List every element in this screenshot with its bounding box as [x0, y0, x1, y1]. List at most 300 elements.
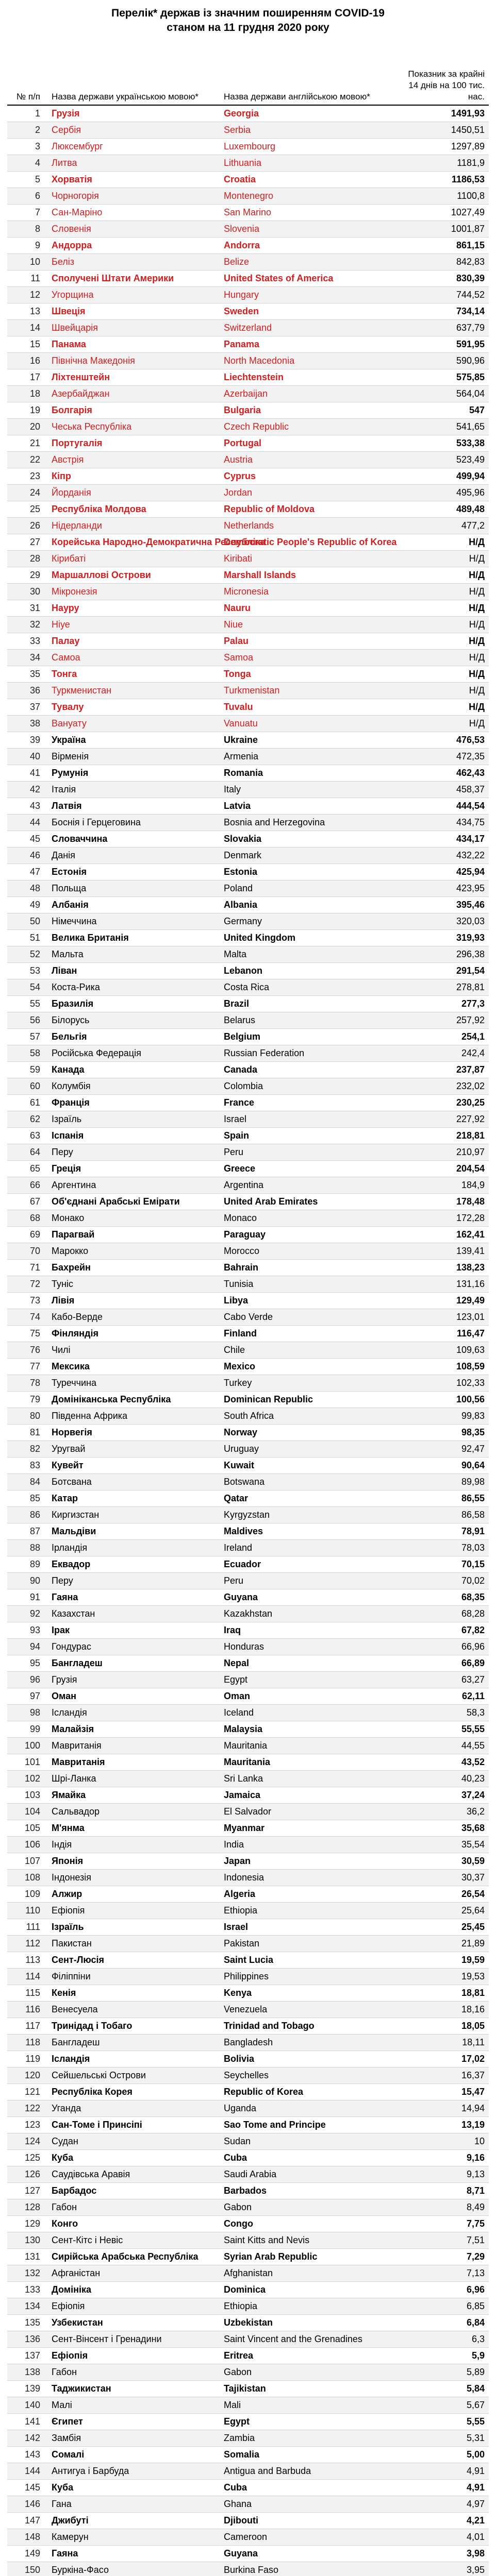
row-number: 14: [7, 320, 47, 336]
country-name-ukrainian: Тонга: [47, 666, 220, 683]
row-number: 121: [7, 2084, 47, 2100]
country-name-english: Croatia: [220, 172, 396, 188]
table-row: [7, 2035, 489, 2051]
country-name-english: Eritrea: [220, 2348, 396, 2364]
incidence-value: 590,96: [396, 353, 489, 369]
row-number: 90: [7, 1573, 47, 1589]
country-name-english: Palau: [220, 633, 396, 650]
incidence-value: 13,19: [396, 2117, 489, 2133]
table-row: [7, 1820, 489, 1837]
table-row: [7, 402, 489, 419]
table-row: [7, 782, 489, 798]
country-name-english: Micronesia: [220, 584, 396, 600]
table-row: [7, 1688, 489, 1705]
country-name-english: Malaysia: [220, 1721, 396, 1738]
incidence-value: 90,64: [396, 1458, 489, 1474]
row-number: 111: [7, 1919, 47, 1936]
country-name-ukrainian: Сент-Вінсент і Гренадини: [47, 2331, 220, 2348]
incidence-value: 218,81: [396, 1128, 489, 1144]
incidence-value: 25,45: [396, 1919, 489, 1936]
row-number: 53: [7, 963, 47, 979]
country-name-english: Antigua and Barbuda: [220, 2463, 396, 2480]
country-name-english: Nauru: [220, 600, 396, 617]
incidence-value: 26,54: [396, 1886, 489, 1903]
table-row: [7, 2183, 489, 2199]
country-name-english: Mauritania: [220, 1754, 396, 1771]
table-row: [7, 320, 489, 336]
table-row: [7, 716, 489, 732]
country-name-ukrainian: Сполучені Штати Америки: [47, 270, 220, 287]
row-number: 31: [7, 600, 47, 617]
row-number: 140: [7, 2397, 47, 2414]
country-name-ukrainian: Замбія: [47, 2430, 220, 2447]
country-name-english: Republic of Moldova: [220, 501, 396, 518]
country-name-english: Ireland: [220, 1540, 396, 1556]
row-number: 57: [7, 1029, 47, 1045]
incidence-value: 210,97: [396, 1144, 489, 1161]
row-number: 141: [7, 2414, 47, 2430]
incidence-value: Н/Д: [396, 699, 489, 716]
table-row: [7, 633, 489, 650]
table-row: [7, 2397, 489, 2414]
table-row: [7, 1639, 489, 1655]
row-number: 123: [7, 2117, 47, 2133]
country-name-english: Algeria: [220, 1886, 396, 1903]
table-row: [7, 1194, 489, 1210]
country-name-ukrainian: Тринідад і Тобаго: [47, 2018, 220, 2035]
table-row: [7, 1177, 489, 1194]
country-name-english: Uzbekistan: [220, 2315, 396, 2331]
country-name-ukrainian: Еквадор: [47, 1556, 220, 1573]
table-row: [7, 1111, 489, 1128]
incidence-value: 16,37: [396, 2067, 489, 2084]
incidence-value: 1001,87: [396, 221, 489, 238]
country-name-ukrainian: Грузія: [47, 1672, 220, 1688]
country-name-ukrainian: Таджикистан: [47, 2381, 220, 2397]
row-number: 27: [7, 534, 47, 551]
table-row: [7, 1919, 489, 1936]
country-name-english: Slovakia: [220, 831, 396, 848]
row-number: 49: [7, 897, 47, 913]
country-name-ukrainian: Казахстан: [47, 1606, 220, 1622]
country-name-ukrainian: Куба: [47, 2150, 220, 2166]
incidence-value: 495,96: [396, 485, 489, 501]
incidence-value: 232,02: [396, 1078, 489, 1095]
table-row: [7, 1606, 489, 1622]
incidence-value: 8,71: [396, 2183, 489, 2199]
country-name-english: Uganda: [220, 2100, 396, 2117]
table-row: [7, 749, 489, 765]
table-row: [7, 1029, 489, 1045]
country-name-ukrainian: Ірландія: [47, 1540, 220, 1556]
row-number: 9: [7, 238, 47, 254]
incidence-value: 62,11: [396, 1688, 489, 1705]
table-row: [7, 1161, 489, 1177]
country-name-english: North Macedonia: [220, 353, 396, 369]
country-name-ukrainian: Ліван: [47, 963, 220, 979]
country-name-ukrainian: Сент-Кітс і Невіс: [47, 2232, 220, 2249]
incidence-value: 43,52: [396, 1754, 489, 1771]
incidence-value: 575,85: [396, 369, 489, 386]
row-number: 137: [7, 2348, 47, 2364]
table-row: [7, 2051, 489, 2067]
country-name-ukrainian: Науру: [47, 600, 220, 617]
row-number: 97: [7, 1688, 47, 1705]
row-number: 32: [7, 617, 47, 633]
incidence-value: 4,21: [396, 2513, 489, 2529]
row-number: 69: [7, 1227, 47, 1243]
incidence-value: 458,37: [396, 782, 489, 798]
incidence-value: 4,97: [396, 2496, 489, 2513]
country-name-english: Montenegro: [220, 188, 396, 205]
table-row: [7, 386, 489, 402]
row-number: 138: [7, 2364, 47, 2381]
incidence-value: 591,95: [396, 336, 489, 353]
incidence-value: 3,98: [396, 2546, 489, 2562]
table-row: [7, 2232, 489, 2249]
country-name-english: Ghana: [220, 2496, 396, 2513]
country-name-ukrainian: Туркменистан: [47, 683, 220, 699]
country-name-english: Ecuador: [220, 1556, 396, 1573]
table-row: [7, 2447, 489, 2463]
table-row: [7, 1128, 489, 1144]
country-name-english: Ethiopia: [220, 2298, 396, 2315]
country-name-english: Niue: [220, 617, 396, 633]
country-name-english: Georgia: [220, 105, 396, 122]
incidence-value: 744,52: [396, 287, 489, 303]
country-name-ukrainian: Ізраїль: [47, 1111, 220, 1128]
row-number: 63: [7, 1128, 47, 1144]
row-number: 50: [7, 913, 47, 930]
row-number: 150: [7, 2562, 47, 2576]
table-row: [7, 1556, 489, 1573]
row-number: 147: [7, 2513, 47, 2529]
country-name-english: Turkmenistan: [220, 683, 396, 699]
country-name-english: Israel: [220, 1111, 396, 1128]
country-name-ukrainian: Шрі-Ланка: [47, 1771, 220, 1787]
country-name-ukrainian: Бангладеш: [47, 1655, 220, 1672]
table-row: [7, 617, 489, 633]
incidence-value: 10: [396, 2133, 489, 2150]
table-row: [7, 2002, 489, 2018]
row-number: 52: [7, 946, 47, 963]
incidence-value: 462,43: [396, 765, 489, 782]
country-name-english: Kyrgyzstan: [220, 1507, 396, 1523]
incidence-value: 138,23: [396, 1260, 489, 1276]
incidence-value: 476,53: [396, 732, 489, 749]
incidence-value: 19,53: [396, 1969, 489, 1985]
row-number: 115: [7, 1985, 47, 2002]
incidence-value: 6,96: [396, 2282, 489, 2298]
table-row: [7, 1062, 489, 1078]
country-name-english: Djibouti: [220, 2513, 396, 2529]
table-row: [7, 139, 489, 155]
row-number: 98: [7, 1705, 47, 1721]
country-name-ukrainian: Узбекистан: [47, 2315, 220, 2331]
row-number: 68: [7, 1210, 47, 1227]
country-name-english: El Salvador: [220, 1804, 396, 1820]
incidence-value: 55,55: [396, 1721, 489, 1738]
country-name-ukrainian: Ніуе: [47, 617, 220, 633]
table-row: [7, 369, 489, 386]
country-name-ukrainian: Джибуті: [47, 2513, 220, 2529]
incidence-value: 66,96: [396, 1639, 489, 1655]
country-name-ukrainian: Барбадос: [47, 2183, 220, 2199]
incidence-value: 1297,89: [396, 139, 489, 155]
country-name-english: Syrian Arab Republic: [220, 2249, 396, 2265]
table-row: [7, 452, 489, 468]
table-row: [7, 2463, 489, 2480]
country-name-english: Cyprus: [220, 468, 396, 485]
country-name-english: United Arab Emirates: [220, 1194, 396, 1210]
table-row: [7, 1342, 489, 1359]
row-number: 74: [7, 1309, 47, 1326]
country-name-ukrainian: Індія: [47, 1837, 220, 1853]
incidence-value: 6,3: [396, 2331, 489, 2348]
country-name-ukrainian: Філіппіни: [47, 1969, 220, 1985]
country-name-ukrainian: Туніс: [47, 1276, 220, 1293]
incidence-value: 35,68: [396, 1820, 489, 1837]
table-row: [7, 1326, 489, 1342]
country-name-ukrainian: Коста-Рика: [47, 979, 220, 996]
country-name-ukrainian: Антигуа і Барбуда: [47, 2463, 220, 2480]
country-name-ukrainian: Малі: [47, 2397, 220, 2414]
row-number: 101: [7, 1754, 47, 1771]
country-name-english: Brazil: [220, 996, 396, 1012]
row-number: 110: [7, 1903, 47, 1919]
country-name-ukrainian: Ефіопія: [47, 1903, 220, 1919]
incidence-value: 1181,9: [396, 155, 489, 172]
incidence-value: 25,64: [396, 1903, 489, 1919]
table-row: [7, 1425, 489, 1441]
country-name-ukrainian: Марокко: [47, 1243, 220, 1260]
row-number: 139: [7, 2381, 47, 2397]
incidence-value: 8,49: [396, 2199, 489, 2216]
incidence-value: 257,92: [396, 1012, 489, 1029]
row-number: 102: [7, 1771, 47, 1787]
incidence-value: 108,59: [396, 1359, 489, 1375]
row-number: 85: [7, 1490, 47, 1507]
row-number: 78: [7, 1375, 47, 1392]
country-name-english: Egypt: [220, 1672, 396, 1688]
table-row: [7, 254, 489, 270]
row-number: 133: [7, 2282, 47, 2298]
country-name-english: Marshall Islands: [220, 567, 396, 584]
row-number: 8: [7, 221, 47, 238]
country-name-english: Ethiopia: [220, 1903, 396, 1919]
row-number: 20: [7, 419, 47, 435]
country-name-ukrainian: Нідерланди: [47, 518, 220, 534]
table-row: [7, 2562, 489, 2576]
row-number: 18: [7, 386, 47, 402]
row-number: 122: [7, 2100, 47, 2117]
table-row: [7, 1705, 489, 1721]
country-name-ukrainian: Італія: [47, 782, 220, 798]
country-name-english: Libya: [220, 1293, 396, 1309]
country-name-english: Venezuela: [220, 2002, 396, 2018]
country-name-ukrainian: Іспанія: [47, 1128, 220, 1144]
country-name-english: Congo: [220, 2216, 396, 2232]
row-number: 66: [7, 1177, 47, 1194]
incidence-value: 1027,49: [396, 205, 489, 221]
table-row: [7, 2414, 489, 2430]
table-row: [7, 1771, 489, 1787]
country-name-english: Liechtenstein: [220, 369, 396, 386]
row-number: 61: [7, 1095, 47, 1111]
country-name-english: Estonia: [220, 864, 396, 880]
incidence-value: 172,28: [396, 1210, 489, 1227]
table-row: [7, 353, 489, 369]
country-name-ukrainian: Камерун: [47, 2529, 220, 2546]
country-name-english: Kiribati: [220, 551, 396, 567]
table-row: [7, 699, 489, 716]
table-row: [7, 2529, 489, 2546]
incidence-value: 5,55: [396, 2414, 489, 2430]
row-number: 146: [7, 2496, 47, 2513]
incidence-value: 5,67: [396, 2397, 489, 2414]
table-row: [7, 1309, 489, 1326]
incidence-value: 242,4: [396, 1045, 489, 1062]
country-name-english: Maldives: [220, 1523, 396, 1540]
row-number: 130: [7, 2232, 47, 2249]
table-row: [7, 2117, 489, 2133]
row-number: 88: [7, 1540, 47, 1556]
country-name-ukrainian: Мальта: [47, 946, 220, 963]
row-number: 42: [7, 782, 47, 798]
table-row: [7, 336, 489, 353]
row-number: 29: [7, 567, 47, 584]
incidence-value: Н/Д: [396, 551, 489, 567]
country-name-english: France: [220, 1095, 396, 1111]
table-row: [7, 1655, 489, 1672]
row-number: 6: [7, 188, 47, 205]
country-name-ukrainian: Хорватія: [47, 172, 220, 188]
country-name-ukrainian: Чилі: [47, 1342, 220, 1359]
country-name-english: Gabon: [220, 2199, 396, 2216]
row-number: 5: [7, 172, 47, 188]
title-line-2: станом на 11 грудня 2020 року: [167, 22, 329, 33]
incidence-value: 564,04: [396, 386, 489, 402]
country-name-english: Kuwait: [220, 1458, 396, 1474]
row-number: 7: [7, 205, 47, 221]
table-row: [7, 1474, 489, 1490]
row-number: 38: [7, 716, 47, 732]
incidence-value: 184,9: [396, 1177, 489, 1194]
incidence-value: 44,55: [396, 1738, 489, 1754]
country-name-english: Belize: [220, 254, 396, 270]
row-number: 104: [7, 1804, 47, 1820]
country-name-english: Myanmar: [220, 1820, 396, 1837]
country-name-english: Denmark: [220, 848, 396, 864]
row-number: 103: [7, 1787, 47, 1804]
table-row: [7, 1392, 489, 1408]
row-number: 99: [7, 1721, 47, 1738]
row-number: 51: [7, 930, 47, 946]
incidence-value: 92,47: [396, 1441, 489, 1458]
country-name-ukrainian: Малайзія: [47, 1721, 220, 1738]
country-name-english: Philippines: [220, 1969, 396, 1985]
country-name-ukrainian: Домініка: [47, 2282, 220, 2298]
row-number: 17: [7, 369, 47, 386]
incidence-value: 5,00: [396, 2447, 489, 2463]
row-number: 55: [7, 996, 47, 1012]
country-name-ukrainian: Португалія: [47, 435, 220, 452]
table-row: [7, 1738, 489, 1754]
row-number: 41: [7, 765, 47, 782]
country-name-ukrainian: Кіпр: [47, 468, 220, 485]
table-row: [7, 683, 489, 699]
country-name-english: Hungary: [220, 287, 396, 303]
incidence-value: 830,39: [396, 270, 489, 287]
country-name-ukrainian: Мавританія: [47, 1754, 220, 1771]
country-name-english: Tajikistan: [220, 2381, 396, 2397]
country-name-english: Russian Federation: [220, 1045, 396, 1062]
country-name-ukrainian: Норвегія: [47, 1425, 220, 1441]
country-name-ukrainian: Угорщина: [47, 287, 220, 303]
country-name-ukrainian: Швейцарія: [47, 320, 220, 336]
country-name-ukrainian: Південна Африка: [47, 1408, 220, 1425]
country-name-ukrainian: Словаччина: [47, 831, 220, 848]
table-row: [7, 270, 489, 287]
country-name-english: Serbia: [220, 122, 396, 139]
incidence-value: 7,13: [396, 2265, 489, 2282]
country-name-english: Azerbaijan: [220, 386, 396, 402]
country-name-ukrainian: Франція: [47, 1095, 220, 1111]
row-number: 59: [7, 1062, 47, 1078]
row-number: 65: [7, 1161, 47, 1177]
row-number: 45: [7, 831, 47, 848]
table-row: [7, 848, 489, 864]
incidence-value: 109,63: [396, 1342, 489, 1359]
table-row: [7, 1095, 489, 1111]
incidence-value: 7,51: [396, 2232, 489, 2249]
table-row: [7, 551, 489, 567]
incidence-value: 237,87: [396, 1062, 489, 1078]
incidence-value: 861,15: [396, 238, 489, 254]
incidence-value: 477,2: [396, 518, 489, 534]
country-name-ukrainian: Латвія: [47, 798, 220, 815]
table-row: [7, 1837, 489, 1853]
country-name-english: Saint Lucia: [220, 1952, 396, 1969]
row-number: 100: [7, 1738, 47, 1754]
row-number: 24: [7, 485, 47, 501]
country-name-ukrainian: Польща: [47, 880, 220, 897]
row-number: 148: [7, 2529, 47, 2546]
country-name-english: Switzerland: [220, 320, 396, 336]
country-name-english: Bulgaria: [220, 402, 396, 419]
table-row: [7, 996, 489, 1012]
country-name-ukrainian: Судан: [47, 2133, 220, 2150]
country-name-ukrainian: Північна Македонія: [47, 353, 220, 369]
row-number: 56: [7, 1012, 47, 1029]
table-row: [7, 518, 489, 534]
incidence-value: 3,95: [396, 2562, 489, 2576]
country-name-ukrainian: Катар: [47, 1490, 220, 1507]
country-name-ukrainian: Колумбія: [47, 1078, 220, 1095]
table-row: [7, 1260, 489, 1276]
incidence-value: 5,89: [396, 2364, 489, 2381]
incidence-value: 319,93: [396, 930, 489, 946]
row-number: 54: [7, 979, 47, 996]
row-number: 113: [7, 1952, 47, 1969]
country-name-english: Belgium: [220, 1029, 396, 1045]
country-name-english: Botswana: [220, 1474, 396, 1490]
country-name-ukrainian: Пакистан: [47, 1936, 220, 1952]
country-name-ukrainian: Гондурас: [47, 1639, 220, 1655]
row-number: 135: [7, 2315, 47, 2331]
country-name-ukrainian: Алжир: [47, 1886, 220, 1903]
country-name-ukrainian: Білорусь: [47, 1012, 220, 1029]
